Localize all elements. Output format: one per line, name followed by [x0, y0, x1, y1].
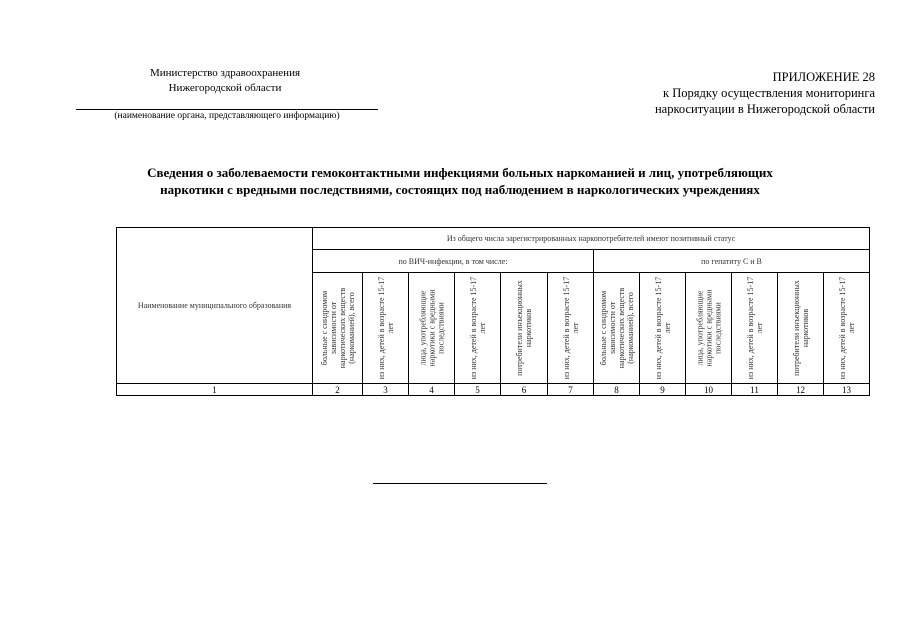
table-header-row-group — [117, 228, 870, 250]
column-number-4: 4 — [409, 384, 455, 396]
column-number-11: 11 — [732, 384, 778, 396]
municipality-column-header: Наименование муниципального образования — [117, 228, 313, 384]
column-header-9 — [640, 273, 686, 384]
column-header-8 — [594, 273, 640, 384]
column-number-8: 8 — [594, 384, 640, 396]
column-header-6 — [501, 273, 548, 384]
column-header-11 — [732, 273, 778, 384]
column-number-5: 5 — [455, 384, 501, 396]
column-header-2 — [313, 273, 363, 384]
column-number-12: 12 — [778, 384, 824, 396]
column-header-4 — [409, 273, 455, 384]
column-header-4-text: лица, употребляющие наркотики с вредными последствиями — [418, 289, 445, 367]
column-header-7-text: из них, детей в возрасте 15-17 лет — [561, 276, 580, 380]
positive-status-group-header: Из общего числа зарегистрированных наркопотребителей имеют позитивный статус — [313, 228, 870, 250]
column-number-10: 10 — [686, 384, 732, 396]
column-header-6-text: потребители инъекционных наркотиков — [515, 280, 533, 376]
column-header-13 — [824, 273, 870, 384]
appendix-block — [655, 69, 875, 117]
organization-caption: (наименование органа, представляющего информацию) — [114, 111, 340, 121]
document-title — [60, 164, 860, 198]
column-header-12-text: потребители инъекционных наркотиков — [791, 280, 810, 376]
column-header-2-text: больные с синдромом зависимости от наркотических веществ (наркоманией), всего — [319, 287, 356, 369]
column-number-7: 7 — [548, 384, 594, 396]
column-header-5 — [455, 273, 501, 384]
column-number-9: 9 — [640, 384, 686, 396]
column-header-3-text: из них, детей в возрасте 15-17 лет — [376, 276, 395, 380]
appendix-reference-line2: наркоситуации в Нижегородской области — [654, 102, 875, 116]
column-header-10 — [686, 273, 732, 384]
column-header-11-text: из них, детей в возрасте 15-17 лет — [745, 276, 764, 380]
organization-underline — [76, 109, 378, 110]
organization-name-line2: Нижегородской области — [168, 82, 282, 94]
document-title-line2: наркотики с вредными последствиями, состоящих под наблюдением в наркологических учреждениях — [160, 182, 760, 197]
column-header-9-text: из них, детей в возрасте 15-17 лет — [653, 276, 672, 380]
column-header-10-text: лица, употребляющие наркотики с вредными последствиями — [695, 289, 722, 367]
column-number-13: 13 — [824, 384, 870, 396]
column-header-7 — [548, 273, 594, 384]
organization-name — [120, 66, 330, 96]
column-header-13-text: из них, детей в возрасте 15-17 лет — [837, 276, 856, 380]
column-number-row — [117, 384, 870, 396]
hepatitis-group-header: по гепатиту С и В — [594, 250, 870, 273]
column-header-8-text: больные с синдромом зависимости от наркотических веществ (наркоманией), всего — [598, 287, 635, 369]
column-header-5-text: из них, детей в возрасте 15-17 лет — [468, 276, 487, 380]
column-number-6: 6 — [501, 384, 548, 396]
statistics-table — [116, 227, 870, 396]
document-title-line1: Сведения о заболеваемости гемоконтактными инфекциями больных наркоманией и лиц, употребляющих — [147, 165, 773, 180]
hiv-group-header: по ВИЧ-инфекции, в том числе: — [313, 250, 594, 273]
column-header-3 — [363, 273, 409, 384]
column-number-2: 2 — [313, 384, 363, 396]
column-header-12 — [778, 273, 824, 384]
signature-line — [373, 483, 547, 484]
appendix-reference-line1: к Порядку осуществления мониторинга — [663, 86, 875, 100]
organization-name-line1: Министерство здравоохранения — [149, 67, 301, 79]
column-number-3: 3 — [363, 384, 409, 396]
appendix-number: ПРИЛОЖЕНИЕ 28 — [772, 70, 875, 84]
column-number-1: 1 — [117, 384, 313, 396]
